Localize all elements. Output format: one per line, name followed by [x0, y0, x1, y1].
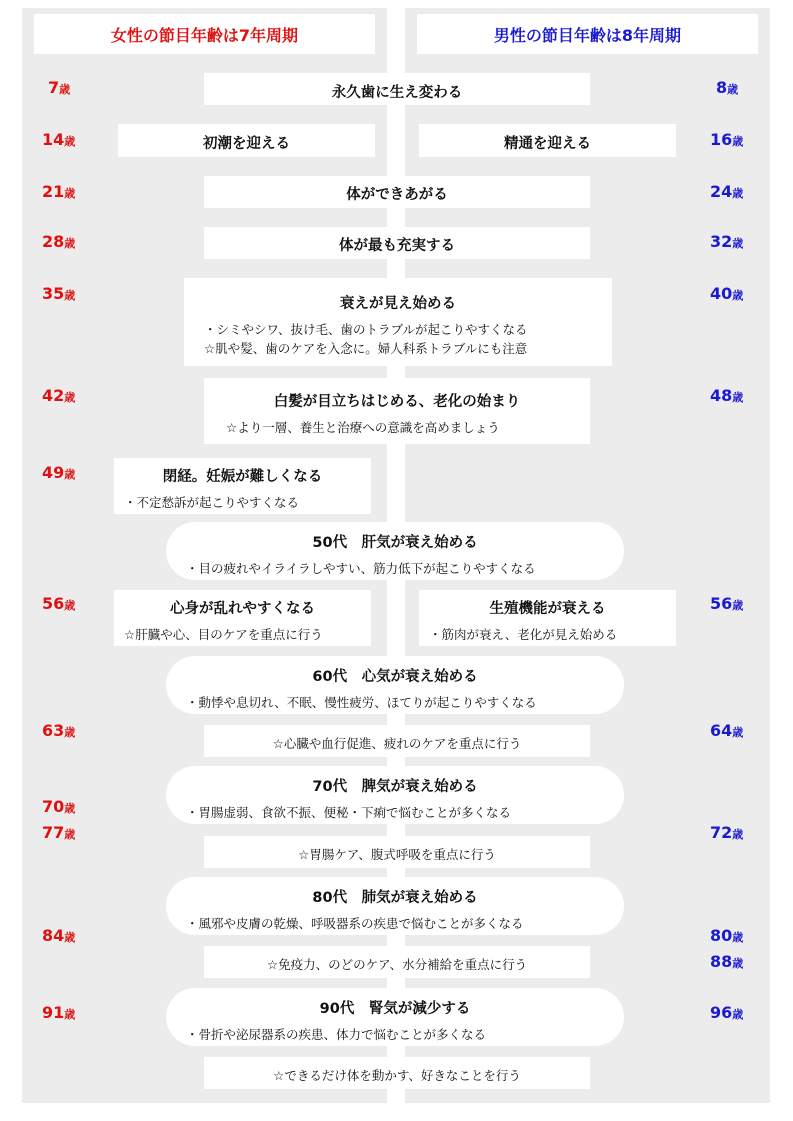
female-age-91: 91歳	[42, 1003, 76, 1022]
male-age-48: 48歳	[710, 386, 744, 405]
care-heart	[204, 725, 590, 757]
male-age-8: 8歳	[716, 78, 739, 97]
milestone-title: 衰えが見え始める	[340, 296, 456, 312]
decade-title: 50代 肝気が衰え始める	[312, 535, 478, 551]
care-text: ☆できるだけ体を動かす、好きなことを行う	[273, 1068, 521, 1083]
milestone-title: 初潮を迎える	[203, 136, 290, 152]
milestone-title: 体が最も充実する	[339, 238, 455, 254]
milestone-title: 心身が乱れやすくなる	[170, 601, 315, 617]
milestone-menarche	[118, 124, 375, 157]
male-age-88: 88歳	[710, 952, 744, 971]
milestone-detail: ・筋肉が衰え、老化が見え始める	[429, 627, 618, 642]
male-age-72: 72歳	[710, 823, 744, 842]
milestone-body-peak	[204, 227, 590, 259]
milestone-mind	[114, 590, 371, 646]
care-text: ☆免疫力、のどのケア、水分補給を重点に行う	[266, 957, 528, 972]
decade-detail: ・風邪や皮膚の乾燥、呼吸器系の疾患で悩むことが多くなる	[186, 916, 524, 931]
female-age-84: 84歳	[42, 926, 76, 945]
milestone-body-ready	[204, 176, 590, 208]
care-text: ☆心臓や血行促進、疲れのケアを重点に行う	[272, 736, 522, 751]
female-age-35: 35歳	[42, 284, 76, 303]
female-age-21: 21歳	[42, 182, 76, 201]
milestone-decline	[184, 278, 612, 366]
care-text: ☆胃腸ケア、腹式呼吸を重点に行う	[298, 847, 496, 862]
milestone-detail: ・不定愁訴が起こりやすくなる	[124, 495, 300, 510]
care-lung	[204, 946, 590, 978]
milestone-detail: ☆より一層、養生と治療への意識を高めましょう	[226, 420, 500, 435]
decade-spleen	[166, 766, 624, 824]
female-age-42: 42歳	[42, 386, 76, 405]
milestone-title: 精通を迎える	[504, 136, 591, 152]
decade-title: 70代 脾気が衰え始める	[312, 779, 478, 795]
milestone-title: 閉経。妊娠が難しくなる	[162, 469, 323, 485]
male-age-56: 56歳	[710, 594, 744, 613]
care-spleen	[204, 836, 590, 868]
care-kidney	[204, 1057, 590, 1089]
decade-detail: ・動悸や息切れ、不眠、慢性疲労、ほてりが起こりやすくなる	[186, 695, 537, 710]
male-age-80: 80歳	[710, 926, 744, 945]
milestone-teeth	[204, 73, 590, 105]
decade-title: 90代 腎気が減少する	[319, 1001, 471, 1017]
male-age-40: 40歳	[710, 284, 744, 303]
milestone-title: 白髪が目立ちはじめる、老化の始まり	[273, 394, 521, 410]
female-age-7: 7歳	[48, 78, 71, 97]
male-age-24: 24歳	[710, 182, 744, 201]
milestone-title: 生殖機能が衰える	[489, 601, 606, 617]
milestone-repro	[419, 590, 676, 646]
milestone-detail: ☆肝臓や心、目のケアを重点に行う	[124, 627, 323, 642]
decade-heart	[166, 656, 624, 714]
decade-title: 80代 肺気が衰え始める	[312, 890, 478, 906]
female-age-70: 70歳	[42, 797, 76, 816]
milestone-aging	[204, 378, 590, 444]
male-age-96: 96歳	[710, 1003, 744, 1022]
decade-detail: ・胃腸虚弱、食欲不振、便秘・下痢で悩むことが多くなる	[186, 805, 512, 820]
female-header: 女性の節目年齢は7年周期	[34, 14, 375, 54]
milestone-detail: ☆肌や髪、歯のケアを入念に。婦人科系トラブルにも注意	[204, 341, 528, 356]
female-age-56: 56歳	[42, 594, 76, 613]
decade-kidney	[166, 988, 624, 1046]
female-age-28: 28歳	[42, 232, 76, 251]
decade-detail: ・目の疲れやイライラしやすい、筋力低下が起こりやすくなる	[186, 561, 536, 576]
female-age-49: 49歳	[42, 463, 76, 482]
milestone-detail: ・シミやシワ、抜け毛、歯のトラブルが起こりやすくなる	[204, 322, 528, 337]
decade-lung	[166, 877, 624, 935]
milestone-menopause	[114, 458, 371, 514]
male-age-16: 16歳	[710, 130, 744, 149]
male-age-32: 32歳	[710, 232, 744, 251]
milestone-semenarche	[419, 124, 676, 157]
decade-title: 60代 心気が衰え始める	[312, 669, 478, 685]
female-age-77: 77歳	[42, 823, 76, 842]
male-header: 男性の節目年齢は8年周期	[417, 14, 758, 54]
milestone-title: 永久歯に生え変わる	[331, 85, 463, 101]
decade-detail: ・骨折や泌尿器系の疾患、体力で悩むことが多くなる	[186, 1027, 487, 1042]
decade-liver	[166, 522, 624, 580]
female-age-14: 14歳	[42, 130, 76, 149]
milestone-title: 体ができあがる	[346, 187, 448, 203]
female-age-63: 63歳	[42, 721, 76, 740]
male-age-64: 64歳	[710, 721, 744, 740]
